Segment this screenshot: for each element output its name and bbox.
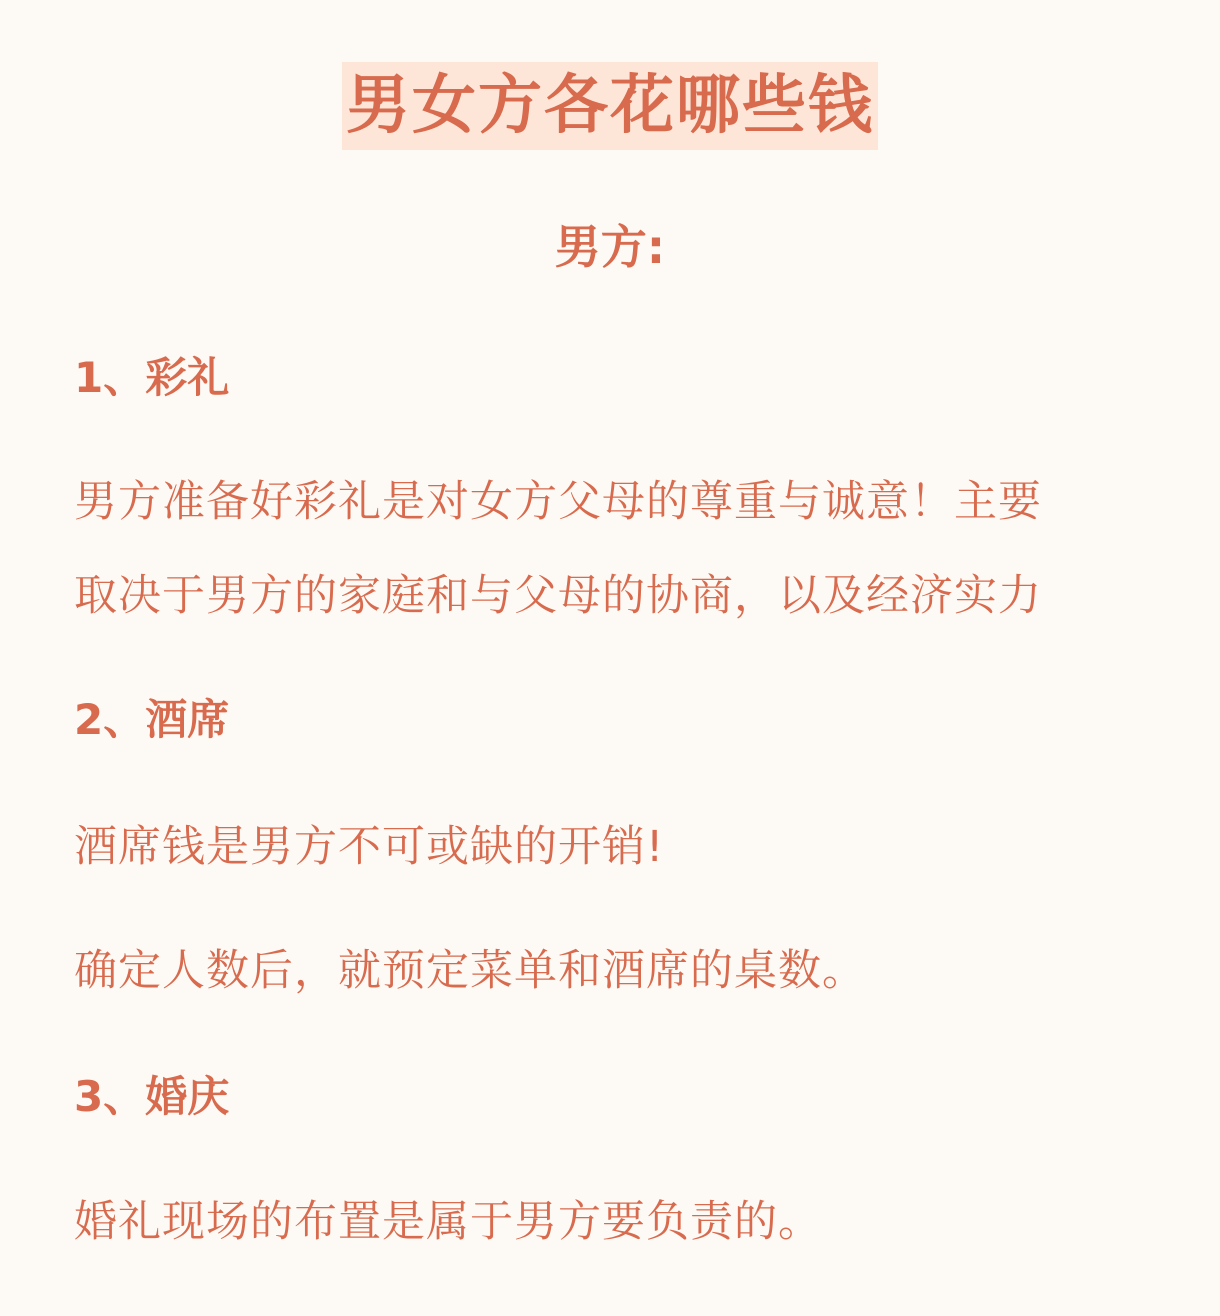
section-hunqing-line-1: 婚礼现场的布置是属于男方要负责的。 bbox=[74, 1197, 822, 1247]
title-wrapper bbox=[0, 62, 1220, 150]
section-caili-line-2: 取决于男方的家庭和与父母的协商，以及经济实力 bbox=[74, 571, 1042, 621]
section-jiuxi-line-1: 酒席钱是男方不可或缺的开销! bbox=[74, 822, 665, 872]
section-heading-hunqing: 3、婚庆 bbox=[74, 1072, 230, 1121]
section-jiuxi-line-2: 确定人数后，就预定菜单和酒席的桌数。 bbox=[74, 946, 866, 996]
section-caili-line-1: 男方准备好彩礼是对女方父母的尊重与诚意！主要 bbox=[74, 477, 1042, 527]
page-title: 男女方各花哪些钱 bbox=[342, 62, 878, 150]
page-subtitle: 男方: bbox=[554, 220, 666, 274]
section-heading-jiuxi: 2、酒席 bbox=[74, 695, 230, 744]
section-heading-caili: 1、彩礼 bbox=[74, 353, 230, 402]
